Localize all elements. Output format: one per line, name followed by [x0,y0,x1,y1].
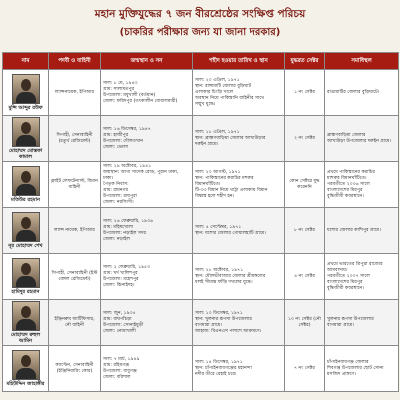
portrait-shoulders [16,92,36,103]
death-cell [193,70,285,116]
sector-cell: ১০ নং সেক্টর (নৌ সেক্টর) [285,300,325,346]
portrait-head [21,263,31,275]
death-cell-line: স্থান: মৌলভীবাজার জেলার শ্রীমঙ্গলের [195,273,266,279]
birth-cell-line: উপজেলা: রায়পুরা [103,193,137,199]
death-cell-line: এলাকার চিংড়ি খালে [195,89,234,95]
death-cell-line: বিধ্বস্ত হলে শহীদ হন। [195,193,235,199]
death-cell-line: সাল: ২৮ অক্টোবর, ১৯৭১ [195,267,244,273]
rank-cell: ল্যান্স নায়েক, ইপিআর [49,208,101,254]
birth-cell [101,70,193,116]
birth-cell-line: জেলা: নড়াইল [103,236,130,242]
grave-cell-line: পরবর্তীতে ২০০৬ সালে [327,181,370,187]
grave-cell [325,208,399,254]
birth-cell-line: গ্রাম: খর্দ খালিশপুর [103,270,138,276]
rank-cell: ল্যান্সনায়েক, ইপিআর [49,70,101,116]
death-cell-line: সাল: ১৮ এপ্রিল, ১৯৭১ [195,129,240,135]
portrait-head [21,217,31,229]
name-cell [3,346,49,392]
name-cell [3,254,49,300]
grave-cell-line: প্রথমে ভারতের ত্রিপুরা রাজ্যের [327,261,383,267]
rank-cell: ইঞ্জিনরুম আর্টিফিসার, নৌ বাহিনী [49,300,101,346]
birth-cell-line: ঢাকা। [103,175,114,181]
grave-cell-line: বুদ্ধিজীবী কবরস্থানে। [327,193,364,199]
grave-cell-line: বাংলাদেশের মিরপুর [327,187,363,193]
name-cell [3,208,49,254]
death-cell-line: সাল: ১৪ ডিসেম্বর, ১৯৭১ [195,359,243,365]
grave-cell-line: মাশরুর বিমানঘাঁটিতে। [327,175,367,181]
death-cell-line: বাগমারা গ্রামে। [195,322,222,328]
birth-cell-line: জেলা: ঝিনাইদহ। [103,282,135,288]
grave-cell-line: বাগমারা গ্রামে। [327,322,354,328]
grave-cell-line: পরবর্তীতে ২০০৭ সালে [327,273,370,279]
sector-cell: ৭ নং সেক্টর [285,346,325,392]
portrait-head [21,355,31,367]
header-row [3,53,399,70]
header-grave: সমাধিস্থল [325,53,399,70]
portrait-shoulders [16,135,36,146]
sector-cell: ৮ নং সেক্টর [285,208,325,254]
header-birth: জন্মস্থান ও সন [101,53,193,70]
birth-cell [101,208,193,254]
death-cell-line: বিমানঘাঁটিতে। [195,181,221,187]
grave-cell-line: খুলনার রূপসা উপজেলার [327,316,374,322]
death-cell-line: সাল: ১০ ডিসেম্বর, ১৯৭১ [195,310,243,316]
grave-cell-line: যশোর জেলার কাশিপুর গ্রামে। [327,227,381,233]
rank-cell: ফ্লাইট লেফটেন্যান্ট, বিমান বাহিনী [49,162,101,208]
sector-cell: ১ নং সেক্টর [285,70,325,116]
death-cell-line: সাল: ৫ সেপ্টেম্বর, ১৯৭১ [195,224,242,230]
grave-cell-line: আখাউড়া উপজেলার দরুইন গ্রামে। [327,138,392,144]
name-cell [3,70,49,116]
portrait-head [21,171,31,183]
portrait-photo [12,350,40,380]
portrait-head [21,79,31,91]
death-cell-line: স্থান: পাকিস্তানের করাচির মশরুর [195,175,254,181]
portrait-shoulders [16,319,36,330]
portrait-shoulders [16,368,36,379]
hero-name: মোহাম্মদ রুহুল আমিন [10,332,41,344]
birth-cell-line: উপজেলা: সোনাইমুড়ী [103,322,144,328]
birth-cell-line: সাল: ২৯ অক্টোবর, ১৯৪১ [103,163,152,169]
death-cell-line: সম্মুখ যুদ্ধে। [195,101,216,107]
portrait-shoulders [16,184,36,195]
grave-cell-line: চাঁপাইনবাবগঞ্জ জেলার [327,359,369,365]
grave-cell-line: রাঙামাটির জেলার বুড়িঘাটে। [327,89,380,95]
rank-cell: সিপাহী, সেনাবাহিনী (চতুর্থ রেজিমেন্ট) [49,116,101,162]
birth-cell-line: উপজেলা: বাবুগঞ্জ [103,368,137,374]
death-cell-line: স্থান: রাঙ্গামাটি জেলার বুড়িঘাট [195,83,252,89]
birth-cell [101,254,193,300]
grave-cell [325,254,399,300]
name-cell [3,300,49,346]
birth-cell-line: পৈতৃক নিবাস: [103,181,129,187]
header-rank: পদবী ও বাহিনী [49,53,101,70]
birth-cell-line: গ্রাম: রহিমগঞ্জ [103,362,130,368]
death-cell-line: জাহাজ: বিএনএস পলাশে আক্রমণে। [195,328,262,334]
table-row [3,162,399,208]
portrait-shoulders [16,230,36,241]
grave-cell [325,162,399,208]
grave-cell-line: প্রথমে পাকিস্তানের করাচির [327,169,375,175]
death-cell [193,116,285,162]
birth-cell [101,116,193,162]
hero-name: নূর মোহাম্মদ শেখ [8,243,43,249]
birth-cell-line: সাল: জুন, ১৯৩৫ [103,310,136,316]
header-sector: যুদ্ধরত সেক্টর [285,53,325,70]
grave-cell [325,346,399,392]
birth-cell-line: সাল: ২ ফেব্রুয়ারি, ১৯৫৩ [103,264,151,270]
death-cell-line: স্থান: খুলনার রূপসা উপজেলার [195,316,252,322]
portrait-photo [12,258,40,288]
birth-cell-line: জেলা: বরিশাল [103,374,131,380]
sector-cell: ৪ নং সেক্টর [285,254,325,300]
portrait-head [21,306,31,318]
birth-cell-line: উপজেলা: মহেশপুর [103,276,139,282]
death-cell [193,346,285,392]
birth-cell-line: উপজেলা: মধুখালী (বর্তমান) [103,92,156,98]
birth-cell-line: জেলা: ভোলা [103,144,129,150]
portrait-photo [12,301,40,331]
table-row [3,70,399,116]
portrait-shoulders [16,276,36,287]
birth-cell-line: উপজেলা: নড়াইল সদর [103,230,147,236]
birth-cell [101,162,193,208]
header-death: শহীদ হওয়ার তারিখ ও স্থান [193,53,285,70]
death-cell [193,162,285,208]
birth-cell-line: সাল: ২৬ ফেব্রুয়ারি, ১৯৩৬ [103,218,154,224]
death-cell-line: নদীর তীরে রেহাই চরে। [195,371,237,377]
name-cell [3,162,49,208]
death-cell [193,300,285,346]
table-row [3,116,399,162]
birth-cell-line: উপজেলা: দৌলতখান [103,138,143,144]
grave-cell [325,300,399,346]
death-cell-line: স্থান: চাঁপাইনবাবগঞ্জের মহানন্দা [195,365,252,371]
birth-cell-line: জেলা: ফরিদপুর (তৎকালীন বোয়ালমারী) [103,98,178,104]
grave-cell-line: বুদ্ধিজীবী কবরস্থানে। [327,285,364,291]
birth-cell-line: গ্রাম: বাঘপাঁচড়া [103,316,132,322]
portrait-head [21,122,31,134]
death-cell-line: স্থান: ব্রাহ্মণবাড়িয়া জেলার আখাউড়ার [195,135,266,141]
death-cell-line: সাল: ২০ এপ্রিল, ১৯৭১ [195,77,240,83]
grave-cell [325,70,399,116]
grave-cell-line: বাংলাদেশের মিরপুর [327,279,363,285]
death-cell-line: অবস্থান নিয়ে পাকিস্তানি বাহিনীর সাথে [195,95,265,101]
birth-cell-line: জেলা: নোয়াখালী [103,328,136,334]
grave-cell-line: ব্রাহ্মণবাড়িয়া জেলার [327,132,366,138]
table-row [3,254,399,300]
birth-cell-line: গ্রাম: হাজীপুর [103,132,129,138]
page-subtitle: (চাকরির পরীক্ষার জন্য যা জানা দরকার) [119,27,281,38]
birth-cell-line: সাল: ৭ মার্চ, ১৯৪৯ [103,356,140,362]
portrait-photo [12,74,40,104]
birth-cell-line: জন্মস্থান: আগা সাদেক রোড, পুরান ঢাকা, [103,169,179,175]
table-row [3,346,399,392]
birth-cell-line: জেলা: নরসিংদী। [103,199,134,205]
table-row [3,208,399,254]
death-cell [193,254,285,300]
death-cell-line: দরুইন গ্রামে। [195,141,219,147]
rank-cell: ক্যাপ্টেন, সেনাবাহিনী (ইঞ্জিনিয়ারিং কোর) [49,346,101,392]
hero-name: মুন্সি আব্দুর রউফ [8,105,43,111]
portrait-photo [12,166,40,196]
grave-cell [325,116,399,162]
sector-cell: ২ নং সেক্টর [285,116,325,162]
grave-cell-line: আমবাসায়। [327,267,348,273]
hero-name: হামিদুর রহমান [11,289,40,295]
title-block [8,4,392,46]
hero-name: মহিউদ্দিন জাহাঙ্গীর [6,381,45,387]
birth-cell-line: সাল: ১৬ ডিসেম্বর, ১৯৪৭ [103,126,151,132]
birth-cell-line: গ্রাম: সালামতপুর [103,86,135,92]
grave-cell-line: মসজিদ প্রাঙ্গণে। [327,371,356,377]
portrait-photo [12,117,40,147]
sector-cell: কোন সেক্টরে যুদ্ধ করেননি [285,162,325,208]
rank-cell: সিপাহী, সেনাবাহিনী (ইস্ট বেঙ্গল রেজিমেন্ট) [49,254,101,300]
name-cell [3,116,49,162]
portrait-photo [12,212,40,242]
death-cell-line: সাল: ২০ আগস্ট, ১৯৭১ [195,169,241,175]
death-cell-line: টি-৩৩ বিমান নিয়ে থাট্টা এলাকায় বিমান [195,187,268,193]
hero-name: মতিউর রহমান [11,197,40,203]
birth-cell [101,300,193,346]
grave-cell-line: শিবগঞ্জ উপজেলার ছোট সোনা [327,365,384,371]
heroes-table [2,52,399,392]
birth-cell-line: সাল: ৮ মে, ১৯৪৩ [103,80,138,86]
table-row [3,300,399,346]
birth-cell [101,346,193,392]
death-cell [193,208,285,254]
hero-name: মোহাম্মদ মোস্তফা কামাল [8,148,43,160]
birth-cell-line: গ্রাম: মহিষখোলা [103,224,134,230]
death-cell-line: স্থান: যশোর জেলার গোয়ালহাটি গ্রামে। [195,230,266,236]
page-title: মহান মুক্তিযুদ্ধের ৭ জন বীরশ্রেষ্ঠের সংক্ষিপ্ত পরিচয় [94,8,306,20]
birth-cell-line: গ্রাম: রামনগর [103,187,129,193]
header-name: নাম [3,53,49,70]
death-cell-line: ধলই সীমান্ত ফাঁড়ি দখলের যুদ্ধে। [195,279,253,285]
